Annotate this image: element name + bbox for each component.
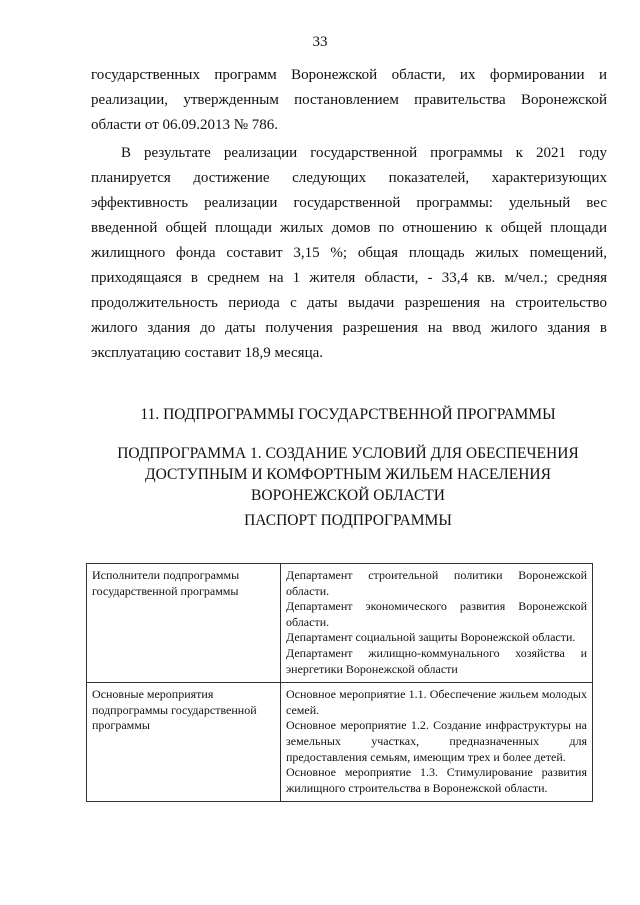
table-cell-item: Департамент строительной политики Воронежской области. [286,568,587,598]
table-cell-item: Основное мероприятие 1.2. Создание инфраструктуры на земельных участках, предназначенных для предоставления семьям, имеющим трех и более детей. [286,718,587,764]
table-row [87,564,593,683]
page-number: 33 [312,34,328,50]
passport-heading: ПАСПОРТ ПОДПРОГРАММЫ [244,512,452,529]
table-row-label: Исполнители подпрограммы государственной программы [87,564,281,683]
paragraph-text: государственных программ Воронежской области, их формировании и реализации, утвержденным постановлением правительства Воронежской области от 06.09.2013 № 786. [91,67,607,133]
table-cell-item: Департамент социальной защиты Воронежской области. [286,630,576,645]
table-row [87,683,593,802]
passport-table [86,563,593,802]
subprogram-heading [80,443,616,506]
table-cell-item: Основное мероприятие 1.3. Стимулирование развития жилищного строительства в Воронежской области. [286,765,587,795]
subprogram-heading-line: ВОРОНЕЖСКОЙ ОБЛАСТИ [251,487,445,504]
table-row-content [281,683,593,802]
body-paragraph-1 [91,63,607,138]
table-row-label: Основные мероприятия подпрограммы государственной программы [87,683,281,802]
table-cell-item: Департамент жилищно-коммунального хозяйства и энергетики Воронежской области [286,645,587,676]
subprogram-heading-line: ДОСТУПНЫМ И КОМФОРТНЫМ ЖИЛЬЕМ НАСЕЛЕНИЯ [145,466,551,483]
table-cell-item: Основное мероприятие 1.1. Обеспечение жильем молодых семей. [286,687,587,717]
section-heading: 11. ПОДПРОГРАММЫ ГОСУДАРСТВЕННОЙ ПРОГРАММЫ [140,406,556,423]
subprogram-heading-line: ПОДПРОГРАММА 1. СОЗДАНИЕ УСЛОВИЙ ДЛЯ ОБЕСПЕЧЕНИЯ [117,445,579,462]
table-row-content [281,564,593,683]
table-cell-item: Департамент экономического развития Воронежской области. [286,599,587,629]
body-paragraph-2 [91,141,607,366]
paragraph-text: В результате реализации государственной программы к 2021 году планируется достижение следующих показателей, характеризующих эффективность реализации государственной программы: удельный вес введенной общей площади жилых домов по отношению к общей площади жилищного фонда составит 3,15 %; общая площадь жилых помещений, приходящаяся в среднем на 1 жителя области, - 33,4 кв. м/чел.; средняя продолжительность периода с даты выдачи разрешения на строительство жилого здания до даты получения разрешения на ввод жилого здания в эксплуатацию составит 18,9 месяца. [91,145,607,361]
